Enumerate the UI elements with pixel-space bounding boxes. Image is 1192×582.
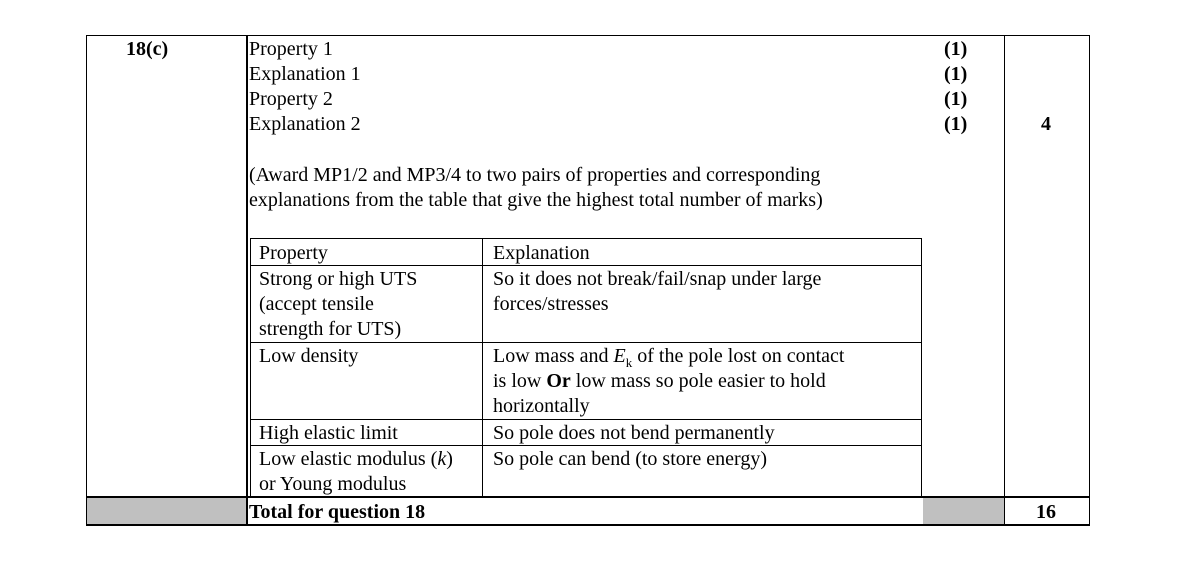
outer-bottom-border bbox=[86, 524, 1090, 526]
outer-top-border bbox=[86, 35, 1090, 36]
inner-row-divider bbox=[250, 419, 922, 420]
row-property-text: (accept tensile bbox=[259, 293, 374, 315]
inner-table-top bbox=[250, 238, 922, 239]
inner-table-right bbox=[921, 238, 922, 496]
mark-value: (1) bbox=[944, 63, 968, 85]
total-label: Total for question 18 bbox=[249, 501, 426, 523]
row-explanation-text: Low mass and $E_k$ of the pole lost on contact bbox=[493, 345, 845, 370]
row-property-text: strength for UTS) bbox=[259, 318, 402, 340]
row-property-text: Strong or high UTS bbox=[259, 268, 418, 290]
total-row-top-border bbox=[86, 496, 1090, 498]
total-row-left-shading bbox=[87, 498, 246, 524]
inner-table-mid bbox=[482, 238, 483, 496]
inner-row-divider bbox=[250, 342, 922, 343]
mark-point-label: Explanation 2 bbox=[249, 113, 361, 135]
col-divider-2 bbox=[1004, 35, 1005, 526]
guidance-text: (Award MP1/2 and MP3/4 to two pairs of properties and corresponding bbox=[249, 164, 821, 186]
table-header-explanation: Explanation bbox=[493, 242, 590, 264]
row-property-text: Low density bbox=[259, 345, 359, 367]
mark-point-label: Property 2 bbox=[249, 88, 333, 110]
row-explanation-text: So it does not break/fail/snap under large bbox=[493, 268, 822, 290]
outer-left-border bbox=[86, 35, 87, 526]
row-property-text: or Young modulus bbox=[259, 473, 407, 495]
total-value: 16 bbox=[1036, 501, 1056, 523]
mark-point-label: Explanation 1 bbox=[249, 63, 361, 85]
row-explanation-text: So pole does not bend permanently bbox=[493, 422, 775, 444]
col-divider-1 bbox=[246, 35, 248, 526]
row-property-text: Low elastic modulus (k) bbox=[259, 448, 453, 470]
row-explanation-text: So pole can bend (to store energy) bbox=[493, 448, 767, 470]
outer-right-border bbox=[1089, 35, 1090, 526]
table-header-property: Property bbox=[259, 242, 328, 264]
row-explanation-text: is low Or low mass so pole easier to hold bbox=[493, 370, 826, 392]
row-property-text: High elastic limit bbox=[259, 422, 398, 444]
mark-value: (1) bbox=[944, 38, 968, 60]
inner-table-left bbox=[250, 238, 251, 496]
row-explanation-text: forces/stresses bbox=[493, 293, 609, 315]
mark-value: (1) bbox=[944, 113, 968, 135]
mark-point-label: Property 1 bbox=[249, 38, 333, 60]
question-number: 18(c) bbox=[126, 38, 169, 60]
guidance-text: explanations from the table that give the highest total number of marks) bbox=[249, 189, 823, 211]
mark-value: (1) bbox=[944, 88, 968, 110]
total-row-mid-shading bbox=[923, 498, 1004, 524]
row-explanation-text: horizontally bbox=[493, 395, 590, 417]
max-mark: 4 bbox=[1041, 113, 1051, 135]
